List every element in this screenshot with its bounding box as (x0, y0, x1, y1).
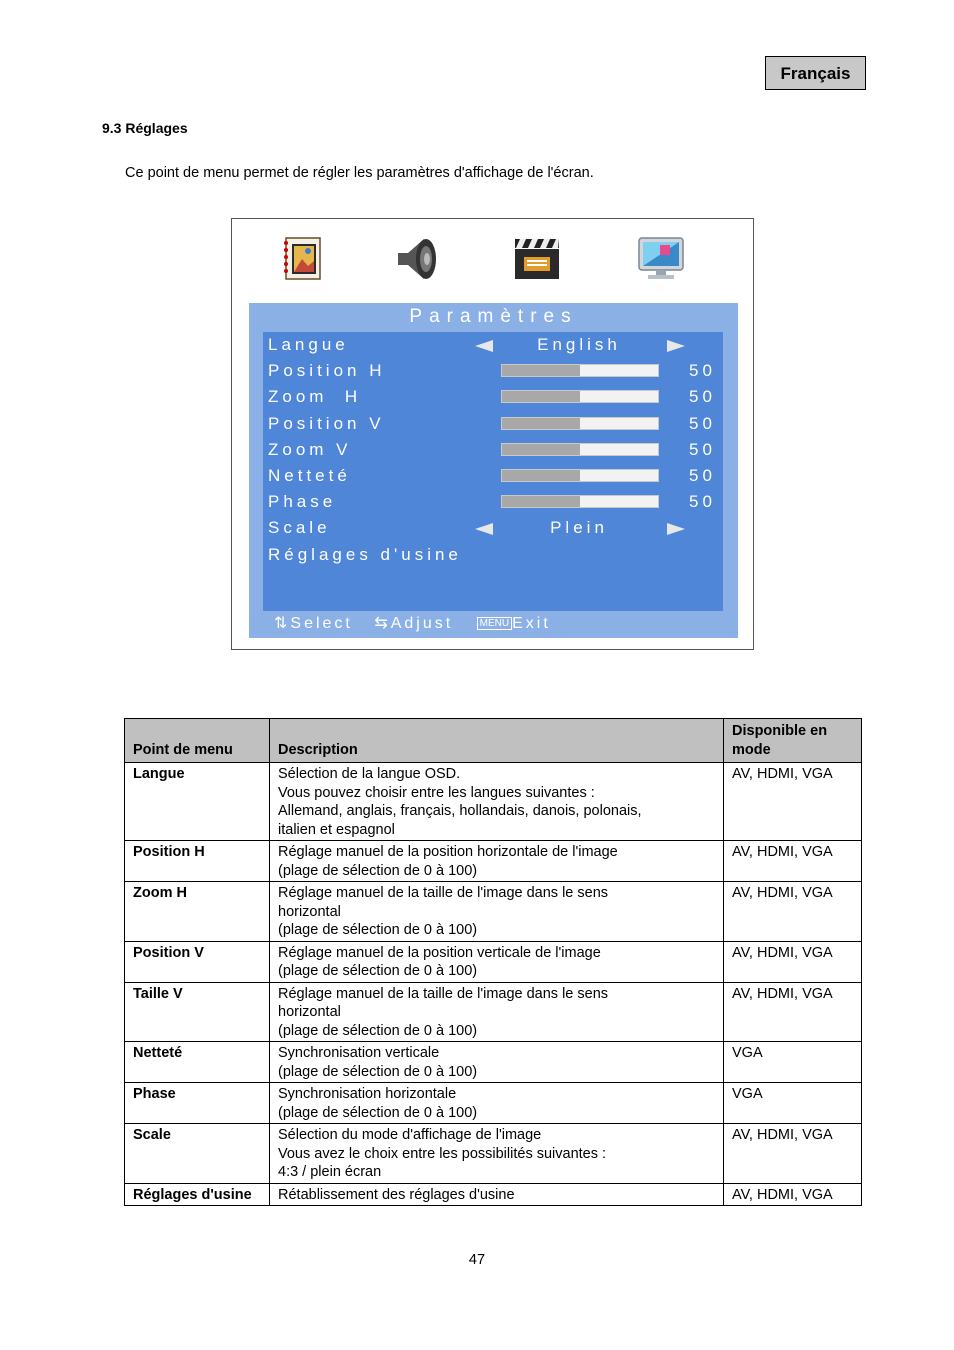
osd-slider-fill (502, 365, 580, 376)
osd-row-label: Zoom V (268, 440, 352, 459)
table-row (125, 941, 862, 982)
osd-slider-value: 50 (689, 440, 716, 459)
description-line: (plage de sélection de 0 à 100) (278, 963, 478, 979)
table-row (125, 1124, 862, 1184)
description-line: Réglage manuel de la position verticale de l'image (278, 944, 601, 961)
description-line: Réglage manuel de la position horizontale de l'image (278, 844, 618, 860)
menu-point-cell: Scale (125, 1124, 270, 1184)
osd-slider-fill (502, 496, 580, 507)
osd-row-label: Réglages d'usine (268, 545, 462, 564)
osd-slider[interactable] (501, 495, 659, 508)
table-row (125, 1042, 862, 1083)
arrow-left-icon[interactable] (475, 340, 493, 352)
osd-menu-list (263, 332, 723, 611)
language-badge: Français (765, 56, 866, 90)
description-line: 4:3 / plein écran (278, 1164, 382, 1180)
table-row (125, 982, 862, 1042)
osd-slider[interactable] (501, 443, 659, 456)
table-row (125, 763, 862, 841)
osd-settings-panel (249, 303, 738, 638)
mode-cell: VGA (724, 1042, 862, 1083)
osd-row-position-v[interactable] (263, 411, 723, 437)
osd-row-label: Zoom H (268, 387, 362, 406)
description-line: horizontal (278, 903, 341, 920)
osd-choice-value: Plein (550, 518, 608, 537)
mode-cell: AV, HDMI, VGA (724, 882, 862, 942)
footer-exit-label: Exit (512, 615, 551, 632)
description-line: Rétablissement des réglages d'usine (278, 1186, 515, 1203)
mode-cell: AV, HDMI, VGA (724, 763, 862, 841)
description-line: (plage de sélection de 0 à 100) (278, 922, 478, 938)
mode-cell: AV, HDMI, VGA (724, 1124, 862, 1184)
osd-row-reglages-usine[interactable] (263, 542, 723, 568)
description-line: Sélection du mode d'affichage de l'image (278, 1127, 542, 1143)
clapperboard-icon (512, 235, 562, 283)
osd-row-label: Position V (268, 414, 385, 433)
speaker-icon (392, 235, 442, 283)
menu-point-cell: Position V (125, 941, 270, 982)
menu-point-cell: Zoom H (125, 882, 270, 942)
description-cell (270, 841, 724, 882)
osd-row-label: Phase (268, 492, 337, 511)
osd-row-label: Position H (268, 361, 386, 380)
column-header-description: Description (270, 719, 724, 763)
description-cell (270, 1183, 724, 1206)
menu-point-cell: Phase (125, 1083, 270, 1124)
page-number: 47 (468, 1252, 486, 1268)
osd-row-zoom-h[interactable] (263, 384, 723, 410)
monitor-icon (636, 235, 686, 283)
osd-slider-value: 50 (689, 387, 716, 406)
column-header-mode: Disponible en mode (724, 719, 862, 763)
mode-cell: AV, HDMI, VGA (724, 1183, 862, 1206)
description-line: Sélection de la langue OSD. (278, 766, 461, 782)
description-cell (270, 763, 724, 841)
menu-point-cell: Langue (125, 763, 270, 841)
osd-title: Paramètres (409, 306, 578, 327)
arrow-left-icon[interactable] (475, 523, 493, 535)
description-line: horizontal (278, 1004, 341, 1020)
footer-adjust-label: Adjust (390, 615, 454, 632)
description-line: (plage de sélection de 0 à 100) (278, 1104, 478, 1121)
osd-row-label: Langue (268, 335, 349, 354)
osd-slider-value: 50 (689, 466, 716, 485)
description-cell (270, 1042, 724, 1083)
menu-point-cell: Netteté (125, 1042, 270, 1083)
section-title: 9.3 Réglages (102, 120, 188, 136)
description-line: (plage de sélection de 0 à 100) (278, 862, 478, 879)
menu-point-cell: Position H (125, 841, 270, 882)
left-right-arrows-icon: ⇆ (374, 615, 391, 632)
arrow-right-icon[interactable] (667, 340, 685, 352)
table-header-row (125, 719, 862, 763)
description-cell (270, 1124, 724, 1184)
picture-icon (278, 235, 328, 283)
description-line: Synchronisation verticale (278, 1045, 440, 1061)
description-line: Vous avez le choix entre les possibilités suivantes : (278, 1145, 607, 1162)
osd-screenshot (231, 218, 754, 650)
osd-slider-value: 50 (689, 414, 716, 433)
menu-point-cell: Taille V (125, 982, 270, 1042)
mode-cell: VGA (724, 1083, 862, 1124)
menu-point-cell: Réglages d'usine (125, 1183, 270, 1206)
intro-text: Ce point de menu permet de régler les paramètres d'affichage de l'écran. (125, 165, 594, 181)
description-cell (270, 882, 724, 942)
mode-cell: AV, HDMI, VGA (724, 841, 862, 882)
osd-row-phase[interactable] (263, 489, 723, 515)
table-row (125, 882, 862, 942)
description-line: italien et espagnol (278, 821, 395, 838)
osd-slider-fill (502, 470, 580, 481)
description-line: Synchronisation horizontale (278, 1086, 457, 1102)
osd-slider-fill (502, 391, 580, 402)
osd-row-label: Scale (268, 518, 331, 537)
description-line: Réglage manuel de la taille de l'image dans le sens (278, 985, 609, 1002)
osd-choice-value: English (537, 335, 621, 354)
description-line: Réglage manuel de la taille de l'image dans le sens (278, 885, 609, 901)
osd-row-label: Netteté (268, 466, 351, 485)
osd-row-langue[interactable] (263, 332, 723, 358)
description-line: (plage de sélection de 0 à 100) (278, 1022, 478, 1039)
osd-row-zoom-v[interactable] (263, 437, 723, 463)
osd-row-position-h[interactable] (263, 358, 723, 384)
mode-cell: AV, HDMI, VGA (724, 982, 862, 1042)
menu-reference-table (124, 718, 862, 1206)
osd-slider[interactable] (501, 390, 659, 403)
menu-key-icon: MENU (477, 617, 512, 630)
description-line: Vous pouvez choisir entre les langues suivantes : (278, 784, 595, 801)
mode-cell: AV, HDMI, VGA (724, 941, 862, 982)
description-line: (plage de sélection de 0 à 100) (278, 1063, 478, 1080)
description-cell (270, 1083, 724, 1124)
osd-slider[interactable] (501, 417, 659, 430)
osd-row-nettete[interactable] (263, 463, 723, 489)
column-header-menu-point: Point de menu (125, 719, 270, 763)
footer-select-label: Select (290, 615, 353, 632)
osd-slider-fill (502, 444, 580, 455)
osd-slider-fill (502, 418, 580, 429)
table-row (125, 1183, 862, 1206)
table-row (125, 1083, 862, 1124)
osd-slider[interactable] (501, 364, 659, 377)
osd-row-scale[interactable] (263, 515, 723, 541)
osd-footer (274, 613, 551, 635)
arrow-right-icon[interactable] (667, 523, 685, 535)
up-down-arrows-icon: ⇅ (274, 615, 291, 632)
description-cell (270, 982, 724, 1042)
description-cell (270, 941, 724, 982)
osd-slider[interactable] (501, 469, 659, 482)
table-row (125, 841, 862, 882)
description-line: Allemand, anglais, français, hollandais, danois, polonais, (278, 803, 642, 819)
osd-slider-value: 50 (689, 492, 716, 511)
osd-slider-value: 50 (689, 361, 716, 380)
